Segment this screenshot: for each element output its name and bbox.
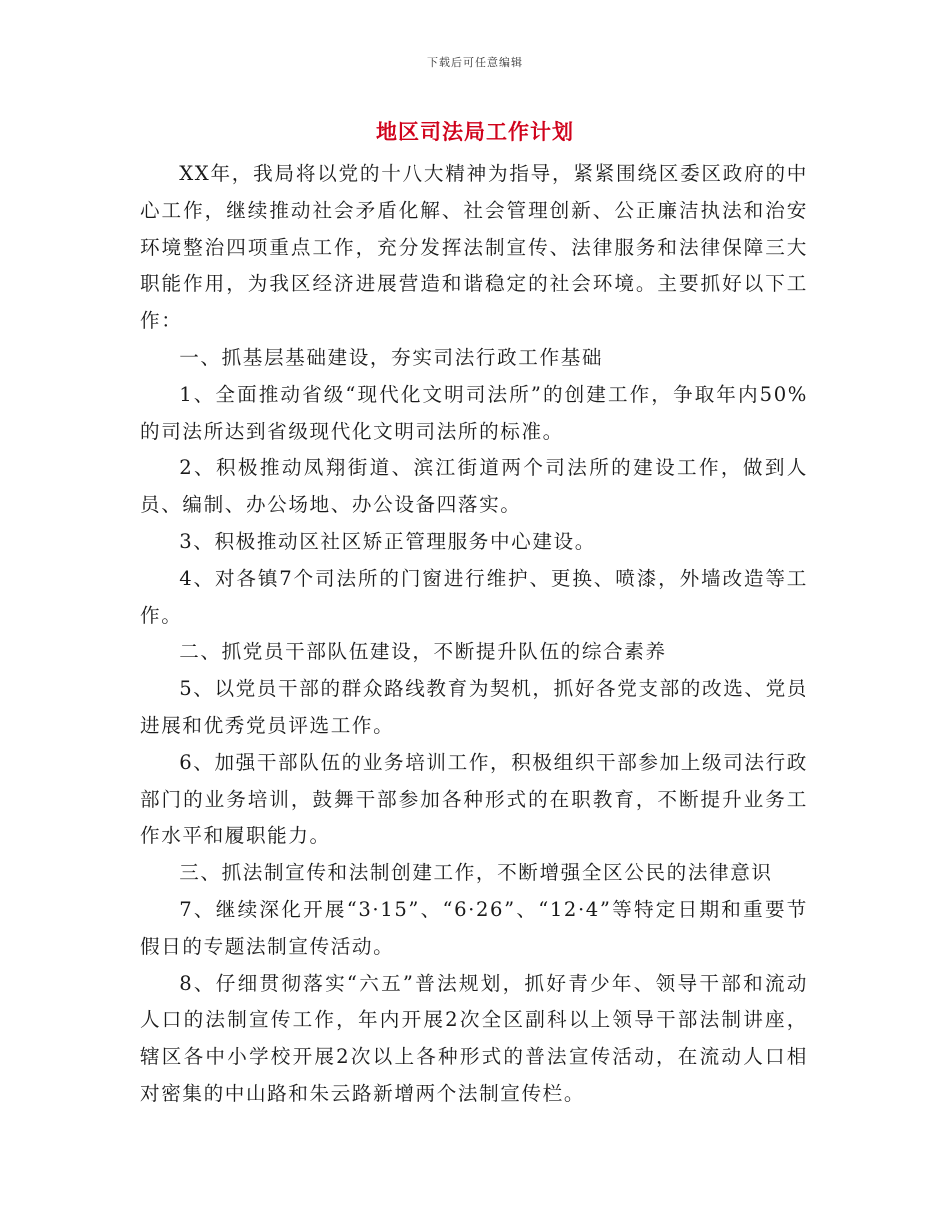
- paragraph-item-8: 8、仔细贯彻落实“六五”普法规划，抓好青少年、领导干部和流动人口的法制宣传工作，年内开展2次全区副科以上领导干部法制讲座，辖区各中小学校开展2次以上各种形式的普法宣传活动，在流动人口相对密集的中山路和朱云路新增两个法制宣传栏。: [140, 971, 808, 1105]
- document-title: 地区司法局工作计划: [376, 120, 574, 144]
- section-heading-2: 二、抓党员干部队伍建设，不断提升队伍的综合素养: [179, 640, 667, 664]
- document-body: [140, 156, 808, 1113]
- paragraph-item-3: 3、积极推动区社区矫正管理服务中心建设。: [179, 529, 596, 553]
- section-heading-3: 三、抓法制宣传和法制创建工作，不断增强全区公民的法律意识: [179, 861, 773, 885]
- section-heading-1: 一、抓基层基础建设，夯实司法行政工作基础: [179, 345, 604, 369]
- paragraph-item-7: 7、继续深化开展“3·15”、“6·26”、“12·4”等特定日期和重要节假日的专题法制宣传活动。: [140, 897, 808, 958]
- paragraph-item-2: 2、积极推动凤翔街道、滨江街道两个司法所的建设工作，做到人员、编制、办公场地、办公设备四落实。: [140, 456, 808, 517]
- paragraph-intro: XX年，我局将以党的十八大精神为指导，紧紧围绕区委区政府的中心工作，继续推动社会矛盾化解、社会管理创新、公正廉洁执法和治安环境整治四项重点工作，充分发挥法制宣传、法律服务和法律保障三大职能作用，为我区经济进展营造和谐稳定的社会环境。主要抓好以下工作：: [140, 162, 808, 333]
- paragraph-item-5: 5、以党员干部的群众路线教育为契机，抓好各党支部的改选、党员进展和优秀党员评选工作。: [140, 677, 808, 737]
- paragraph-item-1: 1、全面推动省级“现代化文明司法所”的创建工作，争取年内50%的司法所达到省级现代化文明司法所的标准。: [140, 382, 808, 443]
- paragraph-item-6: 6、加强干部队伍的业务培训工作，积极组织干部参加上级司法行政部门的业务培训，鼓舞干部参加各种形式的在职教育，不断提升业务工作水平和履职能力。: [140, 750, 808, 848]
- paragraph-item-4: 4、对各镇7个司法所的门窗进行维护、更换、喷漆，外墙改造等工作。: [140, 566, 808, 627]
- header-note: 下载后可任意编辑: [427, 56, 523, 69]
